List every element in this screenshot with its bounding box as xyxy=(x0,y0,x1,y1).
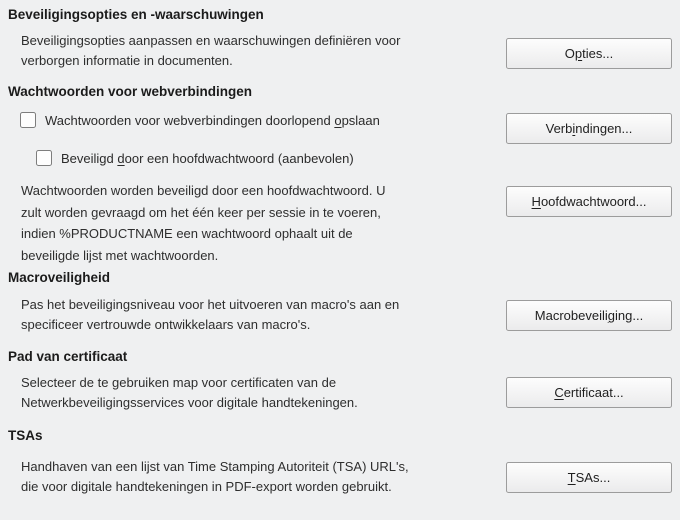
security-warnings-description xyxy=(21,31,400,71)
save-passwords-label: Wachtwoorden voor webverbindingen doorlopend opslaan xyxy=(45,112,380,128)
button-label-post: ing... xyxy=(615,308,644,323)
note-line: zult worden gevraagd om het één keer per sessie in te voeren, xyxy=(21,204,381,220)
master-password-checkbox[interactable] xyxy=(36,150,52,166)
save-passwords-checkbox[interactable] xyxy=(20,112,36,128)
button-label-mnemonic: p xyxy=(574,46,583,61)
master-password-note xyxy=(21,180,385,266)
description-line: die voor digitale handtekeningen in PDF-export worden gebruikt. xyxy=(21,479,392,494)
save-passwords-checkbox-row[interactable] xyxy=(20,112,380,128)
description-line: Selecteer de te gebruiken map voor certificaten van de xyxy=(21,375,337,390)
master-password-button[interactable] xyxy=(506,186,672,217)
certificate-path-description xyxy=(21,373,358,413)
description-line: Pas het beveiligingsniveau voor het uitvoeren van macro's aan en xyxy=(21,297,400,312)
description-line: Netwerkbeveiligingsservices voor digitale handtekeningen. xyxy=(21,395,358,410)
note-line: beveiligde lijst met wachtwoorden. xyxy=(21,247,219,263)
tsas-description xyxy=(21,457,409,497)
button-label-mnemonic: g xyxy=(607,308,616,323)
macro-security-button[interactable] xyxy=(506,300,672,331)
note-line: Wachtwoorden worden beveiligd door een hoofdwachtwoord. U xyxy=(21,183,386,198)
button-label-post: SAs... xyxy=(575,470,611,485)
button-label-post: ertificaat... xyxy=(563,385,624,400)
section-heading-certificate-path: Pad van certificaat xyxy=(8,349,128,364)
section-heading-web-passwords: Wachtwoorden voor webverbindingen xyxy=(8,84,253,99)
button-label-mnemonic: T xyxy=(567,470,576,485)
tsas-button[interactable] xyxy=(506,462,672,493)
button-label-post: oofdwachtwoord... xyxy=(540,194,647,209)
button-label-post: ties... xyxy=(582,46,614,61)
options-button[interactable] xyxy=(506,38,672,69)
button-label-post: ndingen... xyxy=(575,121,633,136)
note-line: indien %PRODUCTNAME een wachtwoord ophaalt uit de xyxy=(21,226,353,241)
section-heading-security-warnings: Beveiligingsopties en -waarschuwingen xyxy=(8,7,264,22)
section-heading-tsas: TSAs xyxy=(8,428,43,443)
button-label-pre: Verb xyxy=(545,121,573,136)
button-label-mnemonic: i xyxy=(572,121,576,136)
description-line: Handhaven van een lijst van Time Stamping Autoriteit (TSA) URL's, xyxy=(21,459,409,474)
button-label-pre: Macrobeveili xyxy=(534,308,608,323)
description-line: Beveiligingsopties aanpassen en waarschuwingen definiëren voor xyxy=(21,33,401,48)
button-label-mnemonic: C xyxy=(554,385,564,400)
description-line: verborgen informatie in documenten. xyxy=(21,53,233,68)
button-label-pre: O xyxy=(564,46,575,61)
description-line: specificeer vertrouwde ontwikkelaars van macro's. xyxy=(21,317,311,332)
master-password-label: Beveiligd door een hoofdwachtwoord (aanbevolen) xyxy=(61,150,354,166)
button-label-mnemonic: H xyxy=(531,194,541,209)
certificate-button[interactable] xyxy=(506,377,672,408)
connections-button[interactable] xyxy=(506,113,672,144)
master-password-checkbox-row[interactable] xyxy=(36,150,354,166)
section-heading-macro-security: Macroveiligheid xyxy=(8,270,111,285)
macro-security-description xyxy=(21,295,399,335)
